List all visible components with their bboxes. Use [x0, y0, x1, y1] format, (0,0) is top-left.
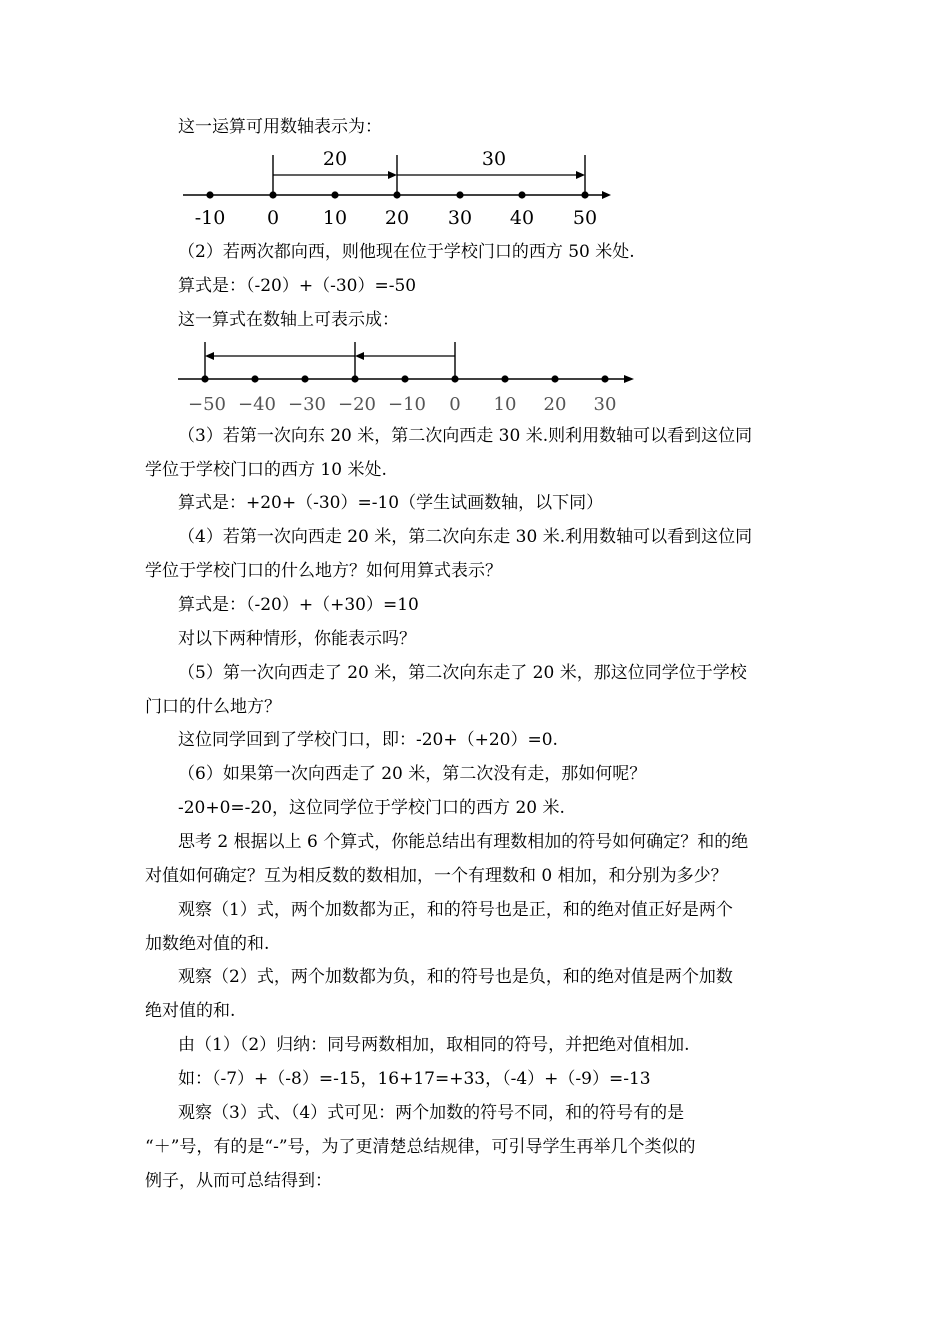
axis-2-tick-label: 0 [449, 394, 461, 415]
text-line: 绝对值的和. [145, 1001, 236, 1021]
axis-2-point [601, 375, 608, 382]
axis-1-arrow-label: 30 [481, 148, 507, 170]
axis-2-arrowhead [355, 352, 364, 360]
axis-2-arrowhead [205, 352, 214, 360]
text-line: 思考 2 根据以上 6 个算式，你能总结出有理数相加的符号如何确定？和的绝 [178, 832, 749, 852]
axis-2-point [301, 375, 308, 382]
axis-2-tick-label: −20 [338, 394, 376, 415]
axis-1-tick-label: -10 [194, 207, 226, 229]
axis-2-tick-label: 10 [493, 394, 517, 415]
text-line: （4）若第一次向西走 20 米，第二次向东走 30 米.利用数轴可以看到这位同 [178, 527, 753, 547]
text-line: 观察（1）式，两个加数都为正，和的符号也是正，和的绝对值正好是两个 [178, 900, 733, 920]
text-line: 观察（2）式，两个加数都为负，和的符号也是负，和的绝对值是两个加数 [178, 967, 733, 987]
text-line: （6）如果第一次向西走了 20 米，第二次没有走，那如何呢？ [178, 764, 647, 784]
axis-2-tick-label: 20 [543, 394, 567, 415]
text-line: 例子，从而可总结得到： [145, 1171, 332, 1191]
text-line: -20+0=-20，这位同学位于学校门口的西方 20 米. [178, 798, 565, 818]
axis-2-point [501, 375, 508, 382]
axis-1-tick-label: 20 [384, 207, 410, 229]
axis-1-tick-label: 30 [447, 207, 473, 229]
text-line: 这位同学回到了学校门口，即：-20+（+20）=0. [178, 730, 558, 750]
text-line: 门口的什么地方？ [145, 697, 281, 717]
text-line: 观察（3）式、（4）式可见：两个加数的符号不同，和的符号有的是 [178, 1103, 685, 1123]
axis-2-tick-label: −30 [288, 394, 326, 415]
text-line: 这一运算可用数轴表示为： [178, 117, 382, 137]
axis-2-tick-label: −10 [388, 394, 426, 415]
axis-2-tick-label: 30 [593, 394, 617, 415]
text-line: 算式是：（-20）+（-30）=-50 [178, 276, 417, 296]
axis-2-tick-label: −50 [188, 394, 226, 415]
text-line: 由（1）（2）归纳：同号两数相加，取相同的符号，并把绝对值相加. [178, 1035, 690, 1055]
text-line: 算式是：+20+（-30）=-10（学生试画数轴，以下同） [178, 493, 604, 513]
text-line: 对以下两种情形，你能表示吗？ [178, 629, 416, 649]
axis-2-point [551, 375, 558, 382]
text-line: （3）若第一次向东 20 米，第二次向西走 30 米.则利用数轴可以看到这位同 [178, 426, 753, 446]
axis-2-point [401, 375, 408, 382]
axis-1-arrow-label: 20 [322, 148, 348, 170]
text-line: 如：（-7）+（-8）=-15，16+17=+33，（-4）+（-9）=-13 [178, 1069, 651, 1089]
axis-2-point [251, 375, 258, 382]
axis-2-arrowhead [624, 375, 634, 383]
text-line: 加数绝对值的和. [145, 934, 270, 954]
axis-1-tick-label: 50 [572, 207, 598, 229]
text-line: 对值如何确定？互为相反数的数相加，一个有理数和 0 相加，和分别为多少？ [145, 866, 728, 886]
axis-2-tick-label: −40 [238, 394, 276, 415]
text-line: （2）若两次都向西，则他现在位于学校门口的西方 50 米处. [178, 242, 635, 262]
text-line: 学位于学校门口的什么地方？如何用算式表示？ [145, 561, 502, 581]
number-line-2 [0, 0, 950, 420]
axis-1-tick-label: 40 [509, 207, 535, 229]
axis-1-tick-label: 0 [266, 207, 280, 229]
text-line: 这一算式在数轴上可表示成： [178, 310, 399, 330]
text-line: （5）第一次向西走了 20 米，第二次向东走了 20 米，那这位同学位于学校 [178, 663, 747, 683]
axis-1-tick-label: 10 [322, 207, 348, 229]
text-line: 算式是：（-20）+（+30）=10 [178, 595, 419, 615]
text-line: “＋”号，有的是“-”号，为了更清楚总结规律，可引导学生再举几个类似的 [145, 1137, 696, 1157]
text-line: 学位于学校门口的西方 10 米处. [145, 460, 387, 480]
